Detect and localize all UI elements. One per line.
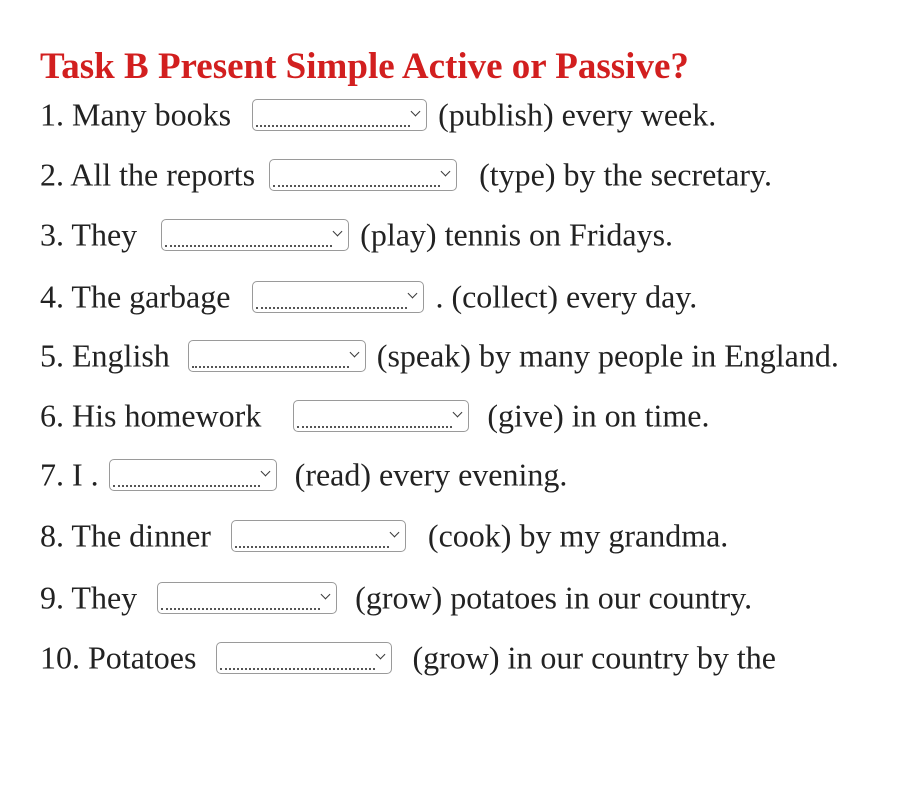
task-title: Task B Present Simple Active or Passive? [40, 46, 689, 87]
answer-dropdown-10[interactable] [216, 642, 392, 674]
sentence-end: (play) tennis on Fridays. [360, 216, 674, 253]
chevron-down-icon [389, 527, 399, 537]
exercise-row-2 [40, 148, 772, 194]
sentence-end: (grow) potatoes in our country. [355, 579, 753, 616]
sentence-end: (give) in on time. [487, 397, 710, 434]
sentence-end: (type) by the secretary. [479, 156, 772, 193]
sentence-start: 7. I . [40, 456, 99, 493]
sentence-start: 8. The dinner [40, 517, 211, 554]
exercise-row-9 [40, 571, 752, 617]
exercise-row-4 [40, 270, 697, 316]
answer-dropdown-5[interactable] [188, 340, 366, 372]
chevron-down-icon [349, 347, 359, 357]
answer-dropdown-8[interactable] [231, 520, 406, 552]
sentence-start: 10. Potatoes [40, 639, 197, 676]
sentence-start: 5. English [40, 337, 170, 374]
sentence-start: 1. Many books [40, 96, 232, 133]
sentence-end: (publish) every week. [438, 96, 717, 133]
chevron-down-icon [453, 407, 463, 417]
answer-dropdown-2[interactable] [269, 159, 457, 191]
sentence-start: 4. The garbage [40, 278, 231, 315]
sentence-start: 9. They [40, 579, 138, 616]
sentence-end: (cook) by my grandma. [427, 517, 729, 554]
exercise-row-1 [40, 88, 716, 134]
chevron-down-icon [408, 288, 418, 298]
exercise-row-3 [40, 208, 673, 254]
answer-dropdown-7[interactable] [109, 459, 277, 491]
exercise-row-10 [40, 631, 776, 677]
chevron-down-icon [321, 589, 331, 599]
sentence-start: 2. All the reports [40, 156, 256, 193]
chevron-down-icon [260, 466, 270, 476]
answer-dropdown-6[interactable] [293, 400, 469, 432]
chevron-down-icon [376, 649, 386, 659]
answer-dropdown-4[interactable] [252, 281, 424, 313]
answer-dropdown-3[interactable] [161, 219, 349, 251]
answer-dropdown-9[interactable] [157, 582, 337, 614]
sentence-end: . (collect) every day. [435, 278, 698, 315]
chevron-down-icon [441, 166, 451, 176]
sentence-start: 3. They [40, 216, 138, 253]
sentence-end: (grow) in our country by the [412, 639, 776, 676]
exercise-row-5 [40, 329, 839, 375]
sentence-end: (speak) by many people in England. [376, 337, 839, 374]
chevron-down-icon [411, 106, 421, 116]
answer-dropdown-1[interactable] [252, 99, 427, 131]
sentence-end: (read) every evening. [294, 456, 568, 493]
sentence-start: 6. His homework [40, 397, 262, 434]
chevron-down-icon [333, 226, 343, 236]
exercise-row-7 [40, 448, 567, 494]
exercise-row-8 [40, 509, 728, 555]
exercise-row-6 [40, 389, 709, 435]
